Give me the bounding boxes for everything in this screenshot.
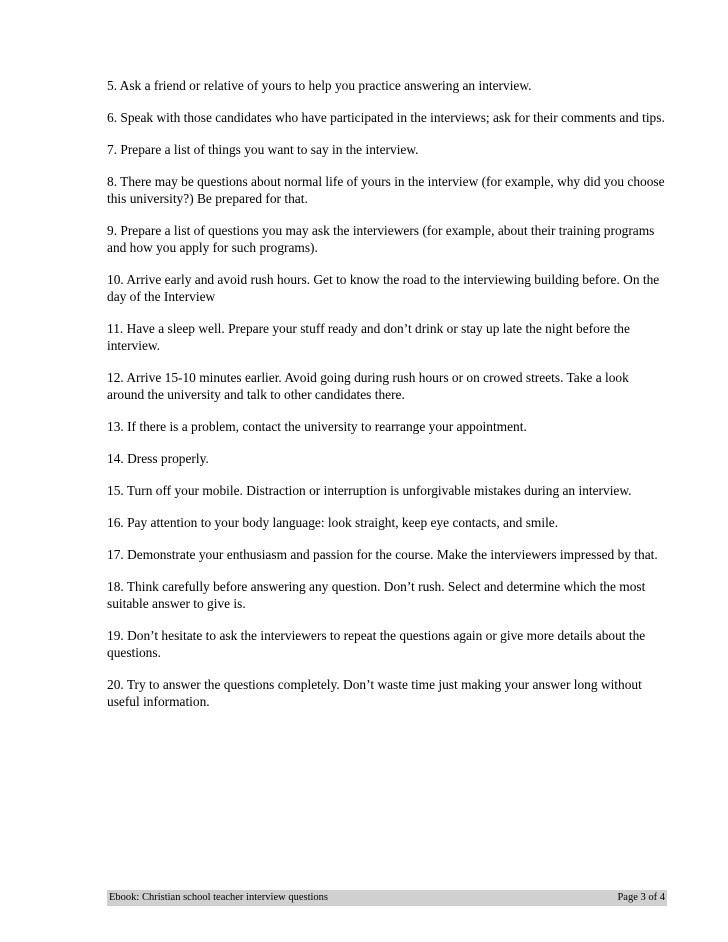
tip-item-5: 5. Ask a friend or relative of yours to help you practice answering an interview. xyxy=(107,78,532,93)
tip-item-14: 14. Dress properly. xyxy=(107,451,209,466)
tip-item-13: 13. If there is a problem, contact the university to rearrange your appointment. xyxy=(107,419,527,434)
tip-item-12: 12. Arrive 15-10 minutes earlier. Avoid going during rush hours or on crowed streets. Take a look around the university and talk to other candidates there. xyxy=(107,370,629,402)
tip-item-20: 20. Try to answer the questions completely. Don’t waste time just making your answer long without useful information. xyxy=(107,677,642,709)
tip-item-19: 19. Don’t hesitate to ask the interviewers to repeat the questions again or give more details about the questions. xyxy=(107,628,646,660)
tip-item-8: 8. There may be questions about normal life of yours in the interview (for example, why did you choose this university?) Be prepared for that. xyxy=(107,174,665,206)
tip-item-6: 6. Speak with those candidates who have participated in the interviews; ask for their comments and tips. xyxy=(107,110,665,125)
tip-item-16: 16. Pay attention to your body language: look straight, keep eye contacts, and smile. xyxy=(107,515,559,530)
footer-title: Ebook: Christian school teacher interview questions xyxy=(109,892,328,903)
tip-item-10: 10. Arrive early and avoid rush hours. Get to know the road to the interviewing building before. On the day of the Interview xyxy=(107,272,660,304)
tip-item-7: 7. Prepare a list of things you want to say in the interview. xyxy=(107,142,419,157)
document-body xyxy=(107,77,667,725)
page-number: Page 3 of 4 xyxy=(617,892,665,903)
tip-item-9: 9. Prepare a list of questions you may ask the interviewers (for example, about their training programs and how you apply for such programs). xyxy=(107,223,655,255)
tip-item-18: 18. Think carefully before answering any question. Don’t rush. Select and determine which the most suitable answer to give is. xyxy=(107,579,646,611)
tip-item-11: 11. Have a sleep well. Prepare your stuff ready and don’t drink or stay up late the night before the interview. xyxy=(107,321,630,353)
page-footer xyxy=(107,890,667,906)
tip-item-15: 15. Turn off your mobile. Distraction or interruption is unforgivable mistakes during an interview. xyxy=(107,483,632,498)
tip-item-17: 17. Demonstrate your enthusiasm and passion for the course. Make the interviewers impressed by that. xyxy=(107,547,658,562)
